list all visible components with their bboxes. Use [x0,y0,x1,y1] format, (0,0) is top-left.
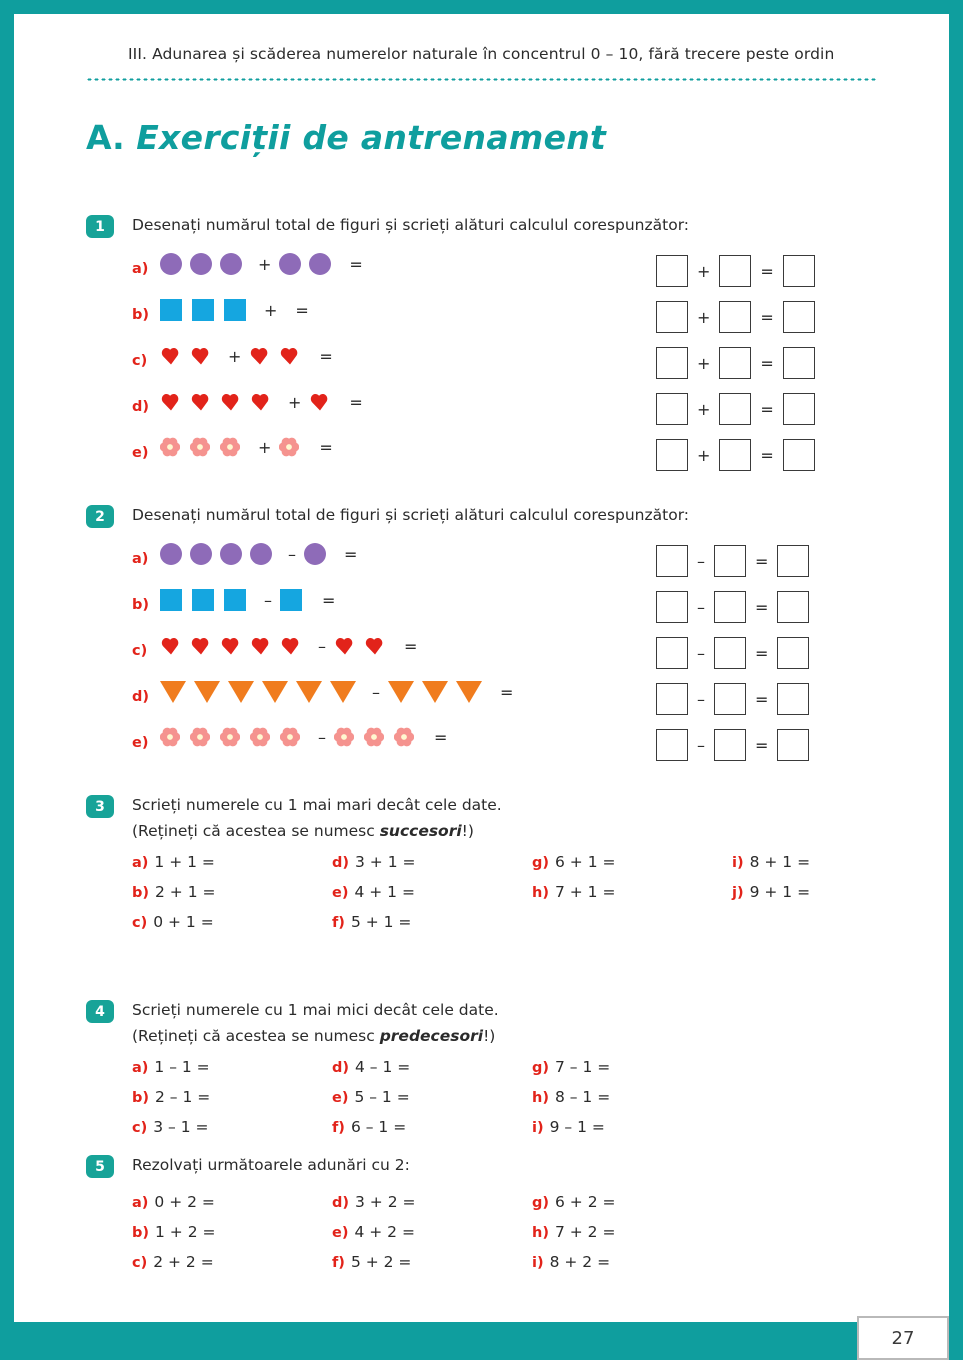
item-letter: i) [532,1255,544,1271]
answer-box-group [656,683,809,715]
answer-operator: + [697,307,711,327]
header-divider [86,78,876,81]
exercise-item[interactable] [132,1088,210,1106]
item-text: 4 – 1 = [355,1058,411,1076]
exercise-number-badge: 1 [86,215,114,238]
answer-box-group [656,637,809,669]
item-letter: h) [532,1090,549,1106]
exercise-note: (Rețineți că acestea se numesc succesori!) [132,822,474,840]
item-letter: c) [132,1120,148,1136]
figure-operator: – [264,590,272,610]
answer-box-group [656,393,815,425]
answer-box[interactable] [783,301,815,333]
heart-shape [190,345,212,367]
item-text: 7 + 1 = [554,883,616,901]
exercise-item[interactable] [532,1118,605,1136]
figure-operator: – [288,544,296,564]
item-letter: b) [132,1225,150,1241]
flower-shape [250,727,270,747]
heart-shape [250,635,272,657]
square-shape [160,299,182,321]
exercise-item[interactable] [332,1193,416,1211]
exercise-instruction: Scrieți numerele cu 1 mai mari decât cele date. [132,796,502,814]
exercise-item[interactable] [532,1088,610,1106]
heart-shape [249,345,271,367]
item-letter: e) [132,445,149,461]
item-letter: c) [132,353,148,369]
answer-box-group [656,255,815,287]
figure-equals: = [319,437,333,457]
heart-shape [309,391,331,413]
item-letter: h) [532,1225,549,1241]
heart-shape [279,345,301,367]
triangle-shape [228,681,254,703]
figure-group [160,589,335,611]
exercise-item[interactable] [332,1088,410,1106]
item-letter: f) [332,915,345,931]
figure-group [160,727,447,747]
item-letter: d) [132,689,150,705]
item-text: 0 + 2 = [154,1193,215,1211]
flower-shape [280,727,300,747]
answer-operator: = [760,399,774,419]
item-letter: b) [132,1090,150,1106]
answer-box[interactable] [656,301,688,333]
figure-operator: + [264,300,278,320]
flower-shape [160,437,180,457]
item-text: 4 + 1 = [354,883,415,901]
item-text: 1 + 1 = [154,853,215,871]
figure-group [160,345,333,367]
answer-box[interactable] [656,347,688,379]
square-shape [280,589,302,611]
circle-shape [220,543,242,565]
figure-operator: + [258,254,272,274]
figure-group [160,635,417,657]
circle-shape [160,543,182,565]
circle-shape [250,543,272,565]
circle-shape [160,253,182,275]
item-text: 8 + 2 = [549,1253,611,1271]
answer-box[interactable] [719,255,751,287]
chapter-header: III. Adunarea și scăderea numerelor naturale în concentrul 0 – 10, fără trecere peste ordin [128,45,835,63]
exercise-item[interactable] [332,1223,415,1241]
item-letter: e) [332,1225,349,1241]
heart-shape [220,635,242,657]
flower-shape [220,727,240,747]
exercise-item[interactable] [132,913,214,931]
flower-shape [220,437,240,457]
exercise-item[interactable] [532,1193,616,1211]
exercise-note: (Rețineți că acestea se numesc predecesori!) [132,1027,496,1045]
circle-shape [309,253,331,275]
heart-shape [220,391,242,413]
item-letter: h) [532,885,549,901]
answer-box-group [656,439,815,471]
page-number: 27 [857,1316,949,1360]
answer-operator: = [755,689,769,709]
page-border-left [0,0,14,1360]
page-title [86,118,606,157]
square-shape [224,589,246,611]
heart-shape [160,391,182,413]
figure-equals: = [434,727,448,747]
answer-box[interactable] [656,729,688,761]
section-title-text: Exerciții de antrenament [136,118,607,157]
heart-shape [280,635,302,657]
figure-equals: = [322,590,336,610]
answer-operator: = [755,643,769,663]
answer-box[interactable] [656,545,688,577]
square-shape [192,299,214,321]
exercise-item[interactable] [132,1118,208,1136]
item-letter: f) [332,1120,345,1136]
circle-shape [304,543,326,565]
answer-box[interactable] [719,439,751,471]
item-text: 7 – 1 = [555,1058,611,1076]
figure-equals: = [319,346,333,366]
answer-box[interactable] [783,393,815,425]
flower-shape [334,727,354,747]
answer-box[interactable] [777,729,809,761]
answer-box[interactable] [719,393,751,425]
figure-equals: = [349,392,363,412]
figure-equals: = [344,544,358,564]
heart-shape [190,635,212,657]
exercise-item[interactable] [532,1223,615,1241]
triangle-shape [388,681,414,703]
exercise-number-badge: 5 [86,1155,114,1178]
item-text: 6 + 2 = [555,1193,616,1211]
answer-box[interactable] [777,591,809,623]
figure-group [160,299,309,321]
flower-shape [160,727,180,747]
figure-equals: = [295,300,309,320]
square-shape [192,589,214,611]
exercise-instruction: Scrieți numerele cu 1 mai mici decât cele date. [132,1001,499,1019]
triangle-shape [194,681,220,703]
item-letter: c) [132,643,148,659]
figure-equals: = [349,254,363,274]
answer-box-group [656,347,815,379]
item-text: 2 + 2 = [153,1253,214,1271]
heart-shape [364,635,386,657]
answer-box[interactable] [783,439,815,471]
flower-shape [279,437,299,457]
item-text: 2 – 1 = [155,1088,211,1106]
figure-group [160,253,363,275]
square-shape [224,299,246,321]
exercise-number-badge: 2 [86,505,114,528]
answer-operator: = [760,353,774,373]
figure-operator: – [318,636,326,656]
item-letter: e) [332,885,349,901]
answer-operator: + [697,261,711,281]
item-letter: b) [132,597,150,613]
item-text: 4 + 2 = [354,1223,415,1241]
item-letter: g) [532,1060,550,1076]
item-letter: f) [332,1255,345,1271]
answer-box[interactable] [714,683,746,715]
answer-box[interactable] [783,255,815,287]
exercise-item[interactable] [532,1058,610,1076]
item-letter: d) [332,1060,350,1076]
page-border-top [0,0,963,14]
answer-operator: – [697,735,705,755]
item-letter: d) [132,399,150,415]
exercise-number-badge: 4 [86,1000,114,1023]
item-text: 5 + 2 = [350,1253,412,1271]
answer-operator: + [697,445,711,465]
item-text: 8 + 1 = [749,853,811,871]
answer-box-group [656,301,815,333]
figure-operator: – [318,727,326,747]
answer-box-group [656,591,809,623]
answer-operator: = [760,261,774,281]
answer-box[interactable] [656,393,688,425]
figure-equals: = [500,682,514,702]
item-text: 6 – 1 = [350,1118,407,1136]
circle-shape [220,253,242,275]
item-text: 5 – 1 = [354,1088,410,1106]
answer-operator: – [697,551,705,571]
answer-box[interactable] [656,637,688,669]
answer-operator: = [760,445,774,465]
item-text: 5 + 1 = [350,913,412,931]
exercise-item[interactable] [332,883,415,901]
item-letter: d) [332,855,350,871]
item-letter: b) [132,885,150,901]
item-text: 2 + 1 = [155,883,216,901]
item-letter: a) [132,1195,149,1211]
circle-shape [279,253,301,275]
answer-box[interactable] [714,729,746,761]
answer-box[interactable] [656,255,688,287]
circle-shape [190,253,212,275]
exercise-item[interactable] [532,883,615,901]
item-letter: a) [132,1060,149,1076]
answer-operator: = [755,735,769,755]
heart-shape [190,391,212,413]
item-letter: c) [132,1255,148,1271]
item-text: 1 – 1 = [154,1058,210,1076]
exercise-item[interactable] [332,1118,406,1136]
answer-box[interactable] [777,545,809,577]
figure-equals: = [404,636,418,656]
figure-group [160,543,357,565]
item-letter: g) [532,855,550,871]
figure-operator: + [258,437,272,457]
exercise-item[interactable] [132,883,216,901]
exercise-instruction: Desenați numărul total de figuri și scrieți alături calculul corespunzător: [132,216,690,234]
exercise-item[interactable] [132,853,215,871]
exercise-item[interactable] [132,1253,214,1271]
page-border-bottom [0,1322,963,1360]
item-letter: g) [532,1195,550,1211]
answer-box[interactable] [783,347,815,379]
answer-operator: + [697,353,711,373]
answer-box-group [656,545,809,577]
figure-operator: + [288,392,302,412]
triangle-shape [330,681,356,703]
circle-shape [190,543,212,565]
answer-box[interactable] [714,591,746,623]
item-letter: e) [332,1090,349,1106]
exercise-number-badge: 3 [86,795,114,818]
item-text: 0 + 1 = [153,913,214,931]
triangle-shape [456,681,482,703]
answer-box[interactable] [719,347,751,379]
figure-operator: + [228,346,242,366]
answer-operator: – [697,689,705,709]
exercise-item[interactable] [532,853,616,871]
item-text: 9 – 1 = [549,1118,605,1136]
exercise-item[interactable] [332,913,411,931]
exercise-item[interactable] [132,1058,210,1076]
figure-group [160,437,333,457]
item-letter: c) [132,915,148,931]
item-text: 3 – 1 = [153,1118,209,1136]
answer-operator: = [760,307,774,327]
item-letter: i) [732,855,744,871]
item-letter: e) [132,735,149,751]
flower-shape [190,727,210,747]
item-text: 7 + 2 = [554,1223,616,1241]
item-text: 6 + 1 = [555,853,616,871]
answer-box[interactable] [656,683,688,715]
item-text: 8 – 1 = [554,1088,611,1106]
triangle-shape [160,681,186,703]
exercise-item[interactable] [732,853,810,871]
answer-operator: = [755,597,769,617]
exercise-item[interactable] [332,1253,411,1271]
figure-group [160,681,513,703]
item-letter: a) [132,855,149,871]
exercise-item[interactable] [732,883,810,901]
exercise-instruction: Desenați numărul total de figuri și scrieți alături calculul corespunzător: [132,506,690,524]
exercise-item[interactable] [532,1253,610,1271]
item-letter: j) [732,885,744,901]
answer-box[interactable] [656,439,688,471]
flower-shape [394,727,414,747]
answer-operator: = [755,551,769,571]
answer-operator: – [697,643,705,663]
item-text: 9 + 1 = [749,883,811,901]
answer-operator: – [697,597,705,617]
item-letter: a) [132,261,149,277]
answer-box[interactable] [714,545,746,577]
answer-operator: + [697,399,711,419]
exercise-instruction: Rezolvați următoarele adunări cu 2: [132,1156,410,1174]
heart-shape [160,635,182,657]
figure-group [160,391,363,413]
triangle-shape [296,681,322,703]
page-border-right [949,0,963,1360]
answer-box[interactable] [656,591,688,623]
triangle-shape [422,681,448,703]
heart-shape [334,635,356,657]
item-text: 3 + 2 = [355,1193,416,1211]
item-letter: i) [532,1120,544,1136]
answer-box[interactable] [714,637,746,669]
answer-box[interactable] [777,637,809,669]
figure-operator: – [372,682,380,702]
item-letter: d) [332,1195,350,1211]
square-shape [160,589,182,611]
answer-box[interactable] [777,683,809,715]
flower-shape [364,727,384,747]
exercise-item[interactable] [332,1058,410,1076]
heart-shape [160,345,182,367]
item-text: 1 + 2 = [155,1223,216,1241]
exercise-item[interactable] [132,1223,216,1241]
exercise-item[interactable] [332,853,416,871]
exercise-item[interactable] [132,1193,215,1211]
section-prefix: A. [86,118,125,157]
triangle-shape [262,681,288,703]
heart-shape [250,391,272,413]
answer-box[interactable] [719,301,751,333]
item-letter: a) [132,551,149,567]
item-letter: b) [132,307,150,323]
flower-shape [190,437,210,457]
item-text: 3 + 1 = [355,853,416,871]
answer-box-group [656,729,809,761]
